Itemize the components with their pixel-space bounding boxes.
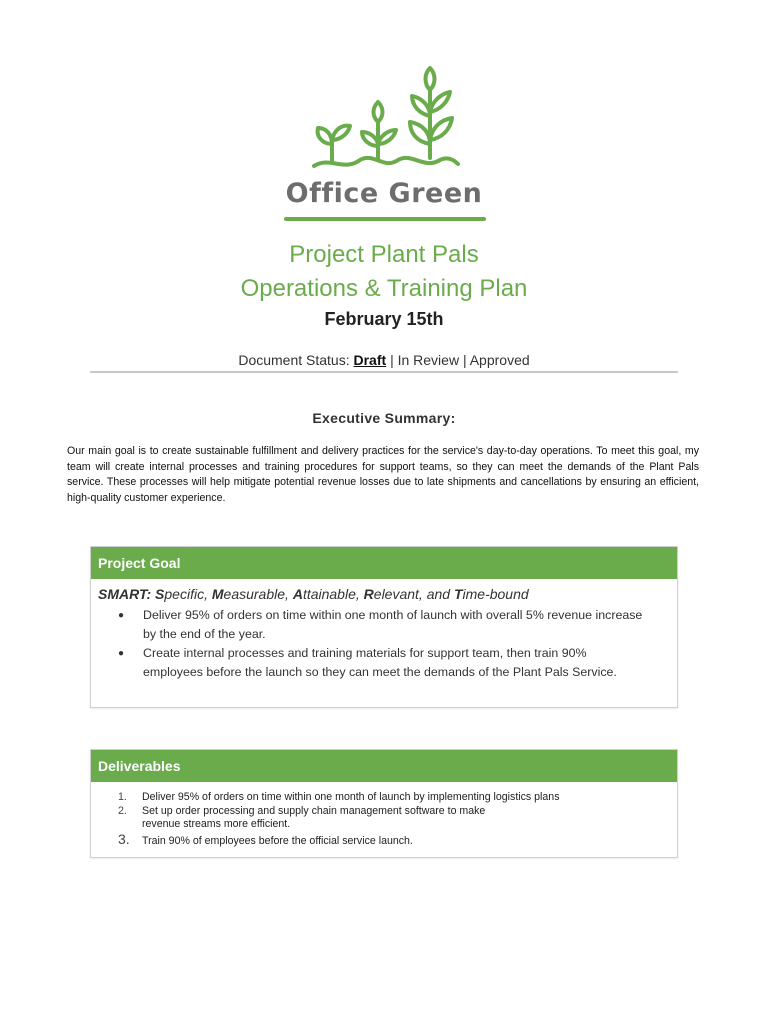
goal-list — [118, 606, 648, 682]
smart-initial: R — [363, 586, 374, 602]
smart-word: elevant, and — [373, 586, 454, 602]
brand-underline — [284, 217, 486, 221]
executive-summary-body: Our main goal is to create sustainable fulfillment and delivery practices for the service's day-to-day operations. To meet this goal, my team will create internal processes and training procedures for support teams, so they can meet the demands of the Plant Pals service. These processes will help mitigate potential revenue losses due to late shipments and cancellations by ensuring an efficient, high-quality customer experience. — [67, 445, 699, 504]
document-title: Project Plant Pals — [289, 241, 479, 268]
plant-sprouts-icon — [300, 60, 470, 175]
smart-initial: M — [211, 586, 224, 602]
list-item — [114, 805, 614, 832]
document-status — [0, 352, 768, 368]
list-item — [114, 791, 614, 805]
deliverables-list — [114, 791, 614, 848]
list-item — [114, 830, 614, 849]
bullet-icon: ● — [118, 610, 125, 621]
item-number: 1. — [118, 791, 127, 803]
smart-initial: A — [292, 586, 303, 602]
document-subtitle: Operations & Training Plan — [240, 275, 528, 302]
document-date: February 15th — [324, 309, 444, 329]
status-draft: Draft — [353, 352, 387, 368]
smart-word: easurable, — [223, 586, 293, 602]
deliverables-heading: Deliverables — [91, 750, 677, 782]
item-text: Deliver 95% of orders on time within one month of launch by implementing logistics plans — [142, 791, 560, 803]
smart-initial: T — [453, 586, 463, 602]
smart-prefix: SMART: — [98, 586, 152, 602]
item-text: Train 90% of employees before the official service launch. — [142, 834, 413, 847]
item-number: 3. — [118, 830, 130, 847]
smart-initial: S — [155, 586, 165, 602]
smart-word: ttainable, — [302, 586, 364, 602]
goal-text: Deliver 95% of orders on time within one month of launch with overall 5% revenue increase by the end of the year. — [143, 608, 643, 641]
list-item — [118, 606, 648, 644]
item-text: Set up order processing and supply chain management software to make revenue streams more efficient. — [142, 804, 486, 830]
list-item — [118, 644, 648, 682]
project-goal-card — [90, 546, 678, 708]
status-approved: Approved — [469, 352, 530, 368]
executive-summary-title: Executive Summary: — [312, 410, 456, 426]
divider — [90, 371, 678, 373]
status-separator: | — [390, 352, 394, 368]
goal-text: Create internal processes and training materials for support team, then train 90% employees before the launch so they can meet the demands of the Plant Pals Service. — [143, 646, 617, 679]
item-number: 2. — [118, 804, 127, 817]
status-separator: | — [462, 352, 467, 368]
bullet-icon: ● — [118, 648, 125, 659]
status-label: Document Status: — [238, 352, 350, 368]
deliverables-card — [90, 749, 678, 858]
status-in-review: In Review — [397, 352, 460, 368]
smart-definition — [98, 586, 529, 602]
project-goal-heading: Project Goal — [91, 547, 677, 579]
brand-name: Office Green — [285, 178, 483, 209]
smart-word: pecific, — [164, 586, 212, 602]
smart-word: ime-bound — [462, 586, 529, 602]
